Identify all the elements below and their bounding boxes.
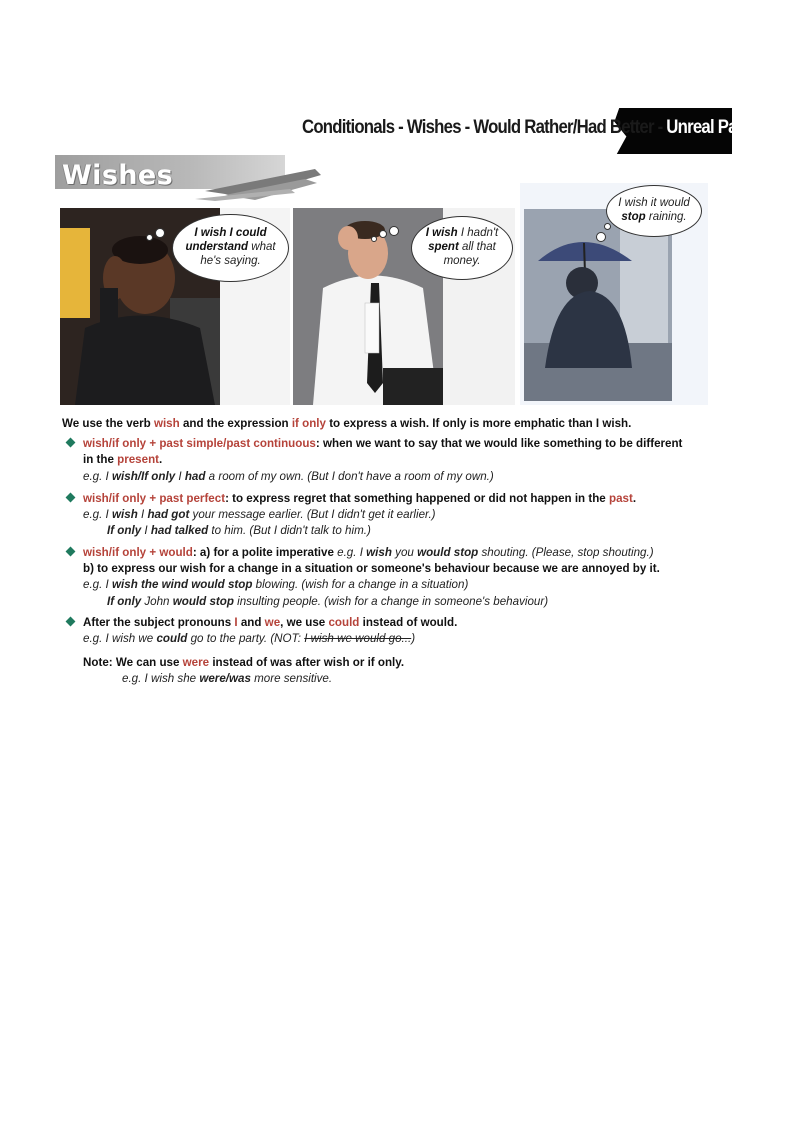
thought-bubble: I wish I could understand what he's saying. [172, 214, 289, 282]
thought-bubble: I wish I hadn't spent all that money. [411, 216, 513, 280]
rule-1-line-2: in the present. [83, 453, 163, 466]
thought-bubble: I wish it would stop raining. [606, 185, 702, 237]
thought-dot [379, 230, 387, 238]
thought-dot [146, 234, 153, 241]
rule-2-example-1: e.g. I wish I had got your message earlier. (But I didn't get it earlier.) [83, 508, 436, 521]
section-title: Wishes [62, 160, 174, 191]
rule-3-line-2: b) to express our wish for a change in a situation or someone's behaviour because we are annoyed by it. [83, 562, 660, 575]
intro-paragraph: We use the verb wish and the expression if only to express a wish. If only is more emphatic than I wish. [62, 417, 632, 430]
rule-2-example-2: If only I had talked to him. (But I didn't talk to him.) [107, 524, 371, 537]
photo-panel-1 [60, 208, 290, 405]
rule-3-example-1: e.g. I wish the wind would stop blowing. (wish for a change in a situation) [83, 578, 469, 591]
thought-dot [371, 236, 377, 242]
photo-panel-3 [520, 183, 708, 405]
bullet-diamond-icon [66, 493, 76, 503]
photo-panel-2 [293, 208, 515, 405]
rule-4-example: e.g. I wish we could go to the party. (NOT: I wish we would go...) [83, 632, 416, 645]
bullet-diamond-icon [66, 547, 76, 557]
bullet-diamond-icon [66, 438, 76, 448]
page-header-title: Conditionals - Wishes - Would Rather/Had Better - Unreal Pa [302, 116, 737, 138]
thought-dot [596, 232, 606, 242]
rule-3-example-2: If only John would stop insulting people. (wish for a change in someone's behaviour) [107, 595, 549, 608]
note-line: Note: We can use were instead of was after wish or if only. [83, 656, 405, 669]
thought-dot [389, 226, 399, 236]
bullet-diamond-icon [66, 617, 76, 627]
thought-dot [604, 223, 611, 230]
rule-1-example: e.g. I wish/If only I had a room of my own. (But I don't have a room of my own.) [83, 470, 494, 483]
rule-4-line-1: After the subject pronouns I and we, we use could instead of would. [83, 616, 458, 629]
rule-2-line-1: wish/if only + past perfect: to express regret that something happened or did not happen in the past. [83, 492, 637, 505]
thought-dot [155, 228, 165, 238]
note-example: e.g. I wish she were/was more sensitive. [122, 672, 333, 685]
rule-1-line-1: wish/if only + past simple/past continuous: when we want to say that we would like something to be different [83, 437, 683, 450]
rule-3-line-1: wish/if only + would: a) for a polite imperative e.g. I wish you would stop shouting. (Please, stop shouting.) [83, 546, 654, 559]
